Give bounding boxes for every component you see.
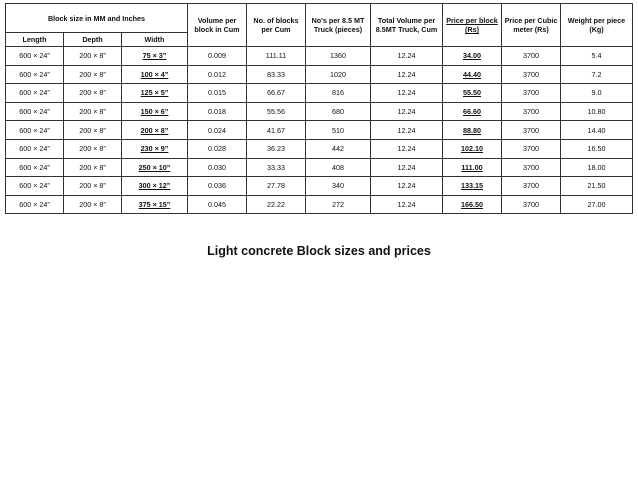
cell-total-volume: 12.24 xyxy=(371,177,443,196)
cell-depth: 200 × 8” xyxy=(64,177,122,196)
table-row xyxy=(6,102,633,121)
cell-blocks-per-cum: 55.56 xyxy=(247,102,306,121)
header-volume-per-block: Volume per block in Cum xyxy=(188,4,247,47)
cell-blocks-per-cum: 22.22 xyxy=(247,195,306,214)
block-price-table xyxy=(5,3,633,214)
cell-weight: 27.00 xyxy=(561,195,633,214)
cell-blocks-per-cum: 27.78 xyxy=(247,177,306,196)
cell-depth: 200 × 8” xyxy=(64,139,122,158)
cell-width: 150 × 6” xyxy=(122,102,188,121)
cell-length: 600 × 24” xyxy=(6,47,64,66)
cell-depth: 200 × 8” xyxy=(64,47,122,66)
cell-price-per-block: 55.50 xyxy=(443,84,502,103)
cell-volume: 0.015 xyxy=(188,84,247,103)
cell-weight: 5.4 xyxy=(561,47,633,66)
cell-width: 125 × 5” xyxy=(122,84,188,103)
cell-nos-per-truck: 340 xyxy=(306,177,371,196)
cell-total-volume: 12.24 xyxy=(371,102,443,121)
cell-nos-per-truck: 510 xyxy=(306,121,371,140)
cell-blocks-per-cum: 41.67 xyxy=(247,121,306,140)
cell-price-per-block: 133.15 xyxy=(443,177,502,196)
cell-weight: 21.50 xyxy=(561,177,633,196)
cell-nos-per-truck: 408 xyxy=(306,158,371,177)
group-header-block-size: Block size in MM and Inches xyxy=(6,4,188,33)
cell-price-per-block: 44.40 xyxy=(443,65,502,84)
cell-blocks-per-cum: 111.11 xyxy=(247,47,306,66)
table-caption: Light concrete Block sizes and prices xyxy=(207,244,431,258)
cell-total-volume: 12.24 xyxy=(371,121,443,140)
cell-price-per-block: 88.80 xyxy=(443,121,502,140)
subheader-depth: Depth xyxy=(64,33,122,47)
cell-total-volume: 12.24 xyxy=(371,195,443,214)
cell-nos-per-truck: 816 xyxy=(306,84,371,103)
cell-price-per-block: 66.60 xyxy=(443,102,502,121)
cell-weight: 18.00 xyxy=(561,158,633,177)
cell-price-per-cum: 3700 xyxy=(502,84,561,103)
cell-weight: 9.0 xyxy=(561,84,633,103)
table-row xyxy=(6,84,633,103)
table-row xyxy=(6,158,633,177)
cell-length: 600 × 24” xyxy=(6,139,64,158)
cell-volume: 0.030 xyxy=(188,158,247,177)
cell-width: 100 × 4” xyxy=(122,65,188,84)
header-price-per-block: Price per block (Rs) xyxy=(443,4,502,47)
table-row xyxy=(6,47,633,66)
cell-length: 600 × 24” xyxy=(6,195,64,214)
header-nos-per-truck: No's per 8.5 MT Truck (pieces) xyxy=(306,4,371,47)
cell-weight: 14.40 xyxy=(561,121,633,140)
table-row xyxy=(6,139,633,158)
cell-price-per-cum: 3700 xyxy=(502,102,561,121)
table-row xyxy=(6,65,633,84)
cell-total-volume: 12.24 xyxy=(371,158,443,177)
cell-length: 600 × 24” xyxy=(6,158,64,177)
cell-length: 600 × 24” xyxy=(6,65,64,84)
header-weight-per-piece: Weight per piece (Kg) xyxy=(561,4,633,47)
cell-volume: 0.045 xyxy=(188,195,247,214)
cell-width: 75 × 3” xyxy=(122,47,188,66)
cell-price-per-cum: 3700 xyxy=(502,139,561,158)
cell-blocks-per-cum: 36.23 xyxy=(247,139,306,158)
table-body xyxy=(6,47,633,214)
cell-length: 600 × 24” xyxy=(6,84,64,103)
cell-price-per-block: 166.50 xyxy=(443,195,502,214)
subheader-width: Width xyxy=(122,33,188,47)
cell-nos-per-truck: 1020 xyxy=(306,65,371,84)
cell-depth: 200 × 8” xyxy=(64,84,122,103)
table-row xyxy=(6,177,633,196)
cell-blocks-per-cum: 83.33 xyxy=(247,65,306,84)
header-total-volume-truck: Total Volume per 8.5MT Truck, Cum xyxy=(371,4,443,47)
table-row xyxy=(6,121,633,140)
cell-nos-per-truck: 442 xyxy=(306,139,371,158)
cell-volume: 0.036 xyxy=(188,177,247,196)
cell-depth: 200 × 8” xyxy=(64,195,122,214)
cell-depth: 200 × 8” xyxy=(64,121,122,140)
cell-volume: 0.018 xyxy=(188,102,247,121)
cell-width: 230 × 9” xyxy=(122,139,188,158)
table-row xyxy=(6,195,633,214)
header-price-per-cubic-meter: Price per Cubic meter (Rs) xyxy=(502,4,561,47)
cell-total-volume: 12.24 xyxy=(371,139,443,158)
header-blocks-per-cum: No. of blocks per Cum xyxy=(247,4,306,47)
cell-width: 200 × 8” xyxy=(122,121,188,140)
cell-length: 600 × 24” xyxy=(6,102,64,121)
cell-price-per-block: 102.10 xyxy=(443,139,502,158)
cell-weight: 7.2 xyxy=(561,65,633,84)
cell-length: 600 × 24” xyxy=(6,177,64,196)
cell-depth: 200 × 8” xyxy=(64,65,122,84)
cell-price-per-cum: 3700 xyxy=(502,47,561,66)
cell-depth: 200 × 8” xyxy=(64,102,122,121)
price-table-container xyxy=(5,3,632,214)
cell-price-per-cum: 3700 xyxy=(502,195,561,214)
subheader-length: Length xyxy=(6,33,64,47)
cell-weight: 16.50 xyxy=(561,139,633,158)
cell-volume: 0.028 xyxy=(188,139,247,158)
cell-price-per-cum: 3700 xyxy=(502,65,561,84)
cell-total-volume: 12.24 xyxy=(371,47,443,66)
cell-blocks-per-cum: 33.33 xyxy=(247,158,306,177)
cell-weight: 10.80 xyxy=(561,102,633,121)
cell-volume: 0.009 xyxy=(188,47,247,66)
cell-total-volume: 12.24 xyxy=(371,65,443,84)
cell-price-per-block: 111.00 xyxy=(443,158,502,177)
cell-nos-per-truck: 272 xyxy=(306,195,371,214)
cell-width: 375 × 15” xyxy=(122,195,188,214)
cell-volume: 0.012 xyxy=(188,65,247,84)
cell-width: 300 × 12” xyxy=(122,177,188,196)
cell-depth: 200 × 8” xyxy=(64,158,122,177)
cell-blocks-per-cum: 66.67 xyxy=(247,84,306,103)
cell-price-per-cum: 3700 xyxy=(502,158,561,177)
cell-nos-per-truck: 1360 xyxy=(306,47,371,66)
cell-price-per-cum: 3700 xyxy=(502,121,561,140)
cell-total-volume: 12.24 xyxy=(371,84,443,103)
cell-volume: 0.024 xyxy=(188,121,247,140)
cell-width: 250 × 10” xyxy=(122,158,188,177)
cell-price-per-block: 34.00 xyxy=(443,47,502,66)
cell-price-per-cum: 3700 xyxy=(502,177,561,196)
cell-nos-per-truck: 680 xyxy=(306,102,371,121)
cell-length: 600 × 24” xyxy=(6,121,64,140)
